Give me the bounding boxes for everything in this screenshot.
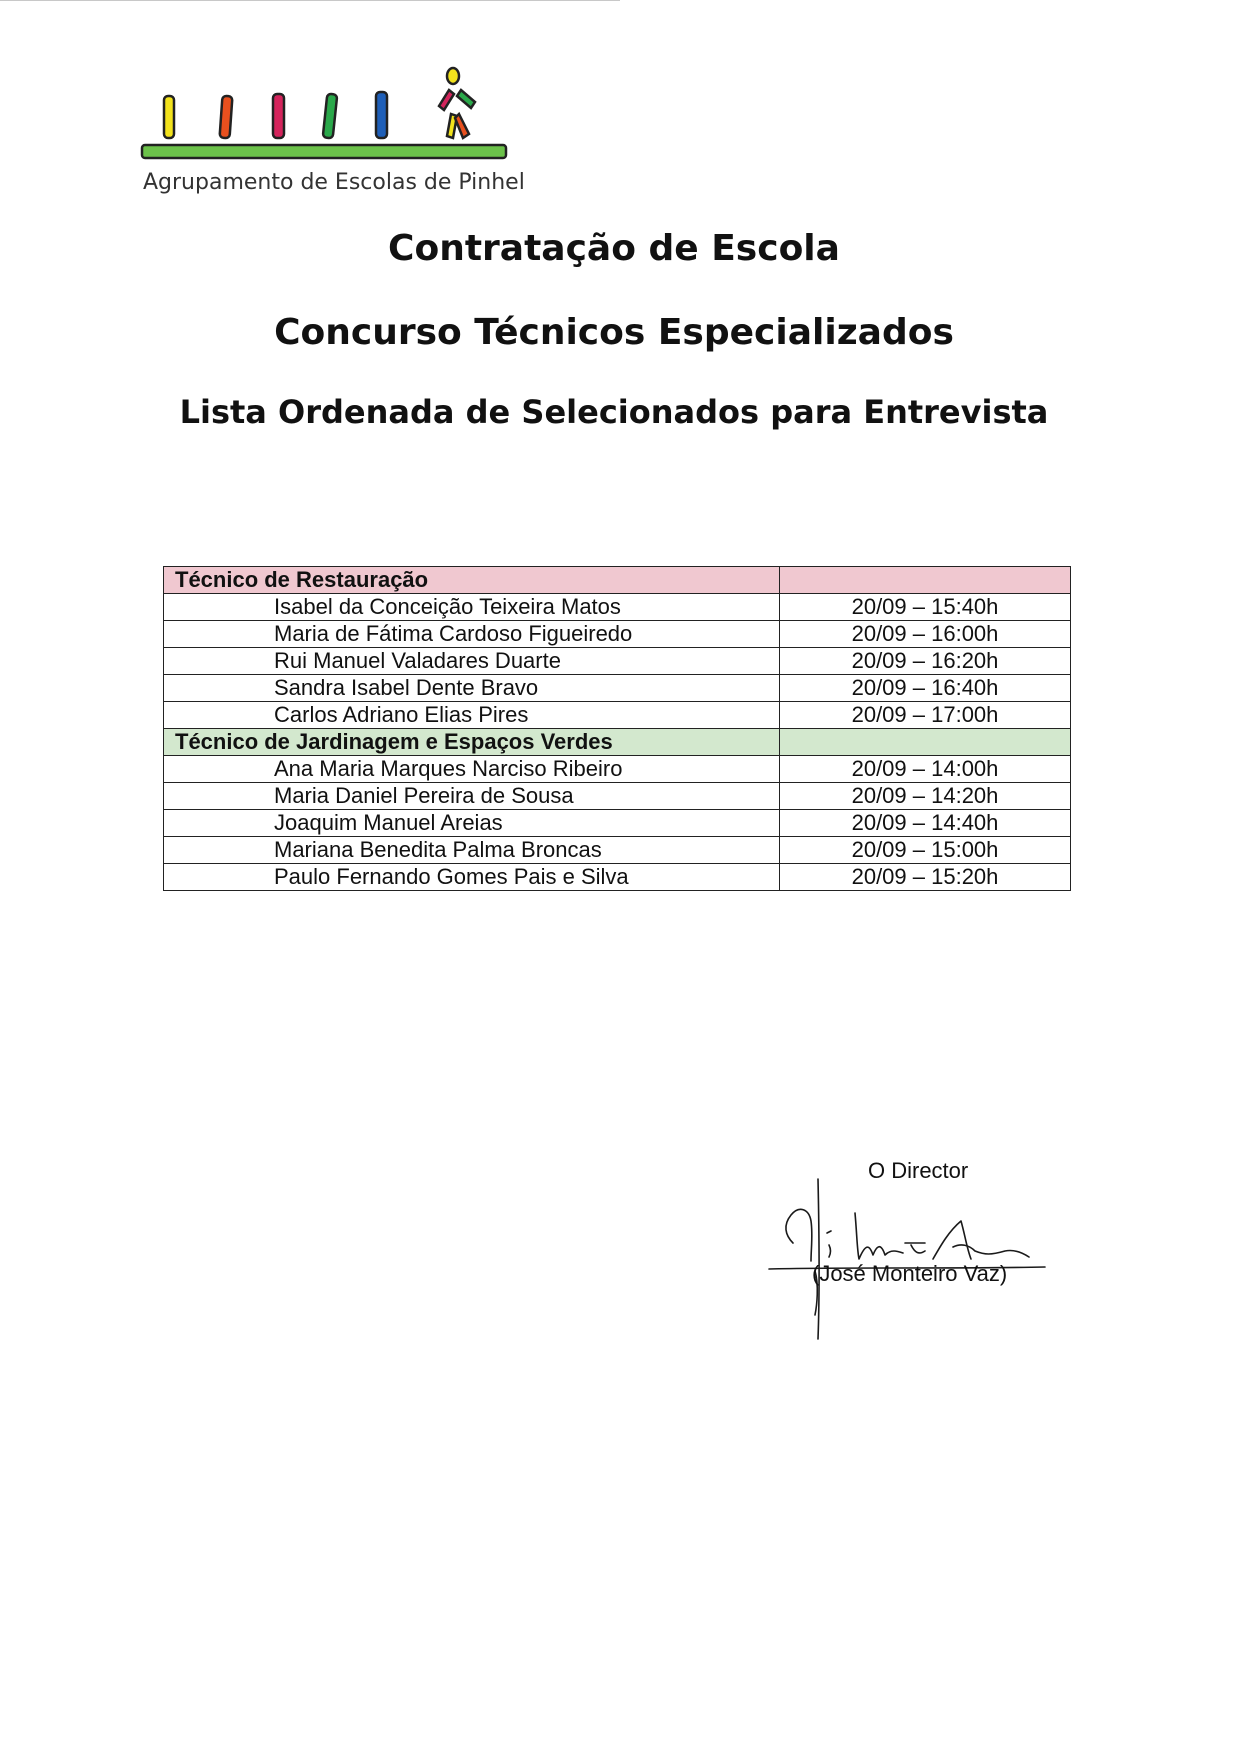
table-row — [164, 756, 1071, 783]
table-row — [164, 675, 1071, 702]
candidate-name: Maria Daniel Pereira de Sousa — [164, 783, 780, 810]
interview-time: 20/09 – 16:20h — [780, 648, 1071, 675]
logo-figure — [439, 68, 475, 138]
logo-bar-green — [323, 94, 338, 139]
table-row — [164, 864, 1071, 891]
candidate-name: Isabel da Conceição Teixeira Matos — [164, 594, 780, 621]
director-label: O Director — [868, 1158, 969, 1183]
interview-time: 20/09 – 14:00h — [780, 756, 1071, 783]
section-header-empty-cell — [780, 567, 1071, 594]
interview-time: 20/09 – 15:40h — [780, 594, 1071, 621]
candidate-name: Mariana Benedita Palma Broncas — [164, 837, 780, 864]
list-heading: Lista Ordenada de Selecionados para Entrevista — [179, 393, 1049, 431]
logo-bar-blue — [376, 92, 387, 138]
interview-time: 20/09 – 16:40h — [780, 675, 1071, 702]
table-row — [164, 594, 1071, 621]
interview-time: 20/09 – 17:00h — [780, 702, 1071, 729]
table-row — [164, 810, 1071, 837]
interview-time: 20/09 – 14:40h — [780, 810, 1071, 837]
interview-time: 20/09 – 15:00h — [780, 837, 1071, 864]
interview-time: 20/09 – 16:00h — [780, 621, 1071, 648]
section-title: Técnico de Restauração — [164, 567, 780, 594]
table-row — [164, 702, 1071, 729]
table-row — [164, 621, 1071, 648]
logo-text: Agrupamento de Escolas de Pinhel — [143, 170, 525, 195]
candidate-name: Maria de Fátima Cardoso Figueiredo — [164, 621, 780, 648]
candidate-name: Ana Maria Marques Narciso Ribeiro — [164, 756, 780, 783]
candidates-table — [163, 566, 1071, 891]
logo-graphic-icon — [139, 62, 519, 168]
candidate-name: Joaquim Manuel Areias — [164, 810, 780, 837]
page-title: Contratação de Escola — [388, 228, 840, 269]
section-header-empty-cell — [780, 729, 1071, 756]
section-title: Técnico de Jardinagem e Espaços Verdes — [164, 729, 780, 756]
scan-edge — [0, 0, 620, 1]
interview-time: 20/09 – 14:20h — [780, 783, 1071, 810]
logo-bar-orange — [220, 96, 233, 139]
candidate-name: Sandra Isabel Dente Bravo — [164, 675, 780, 702]
handwritten-signature-icon — [765, 1165, 1075, 1345]
logo-bar-magenta — [273, 94, 284, 138]
section-header-row — [164, 729, 1071, 756]
candidate-name: Carlos Adriano Elias Pires — [164, 702, 780, 729]
logo-base-bar — [142, 145, 506, 158]
candidate-name: Paulo Fernando Gomes Pais e Silva — [164, 864, 780, 891]
section-header-row — [164, 567, 1071, 594]
logo-bar-yellow — [164, 96, 174, 138]
school-logo — [139, 62, 525, 202]
table-row — [164, 837, 1071, 864]
page-subtitle: Concurso Técnicos Especializados — [274, 312, 954, 353]
director-name: (José Monteiro Vaz) — [812, 1261, 1008, 1286]
table-row — [164, 783, 1071, 810]
candidate-name: Rui Manuel Valadares Duarte — [164, 648, 780, 675]
interview-time: 20/09 – 15:20h — [780, 864, 1071, 891]
table-row — [164, 648, 1071, 675]
